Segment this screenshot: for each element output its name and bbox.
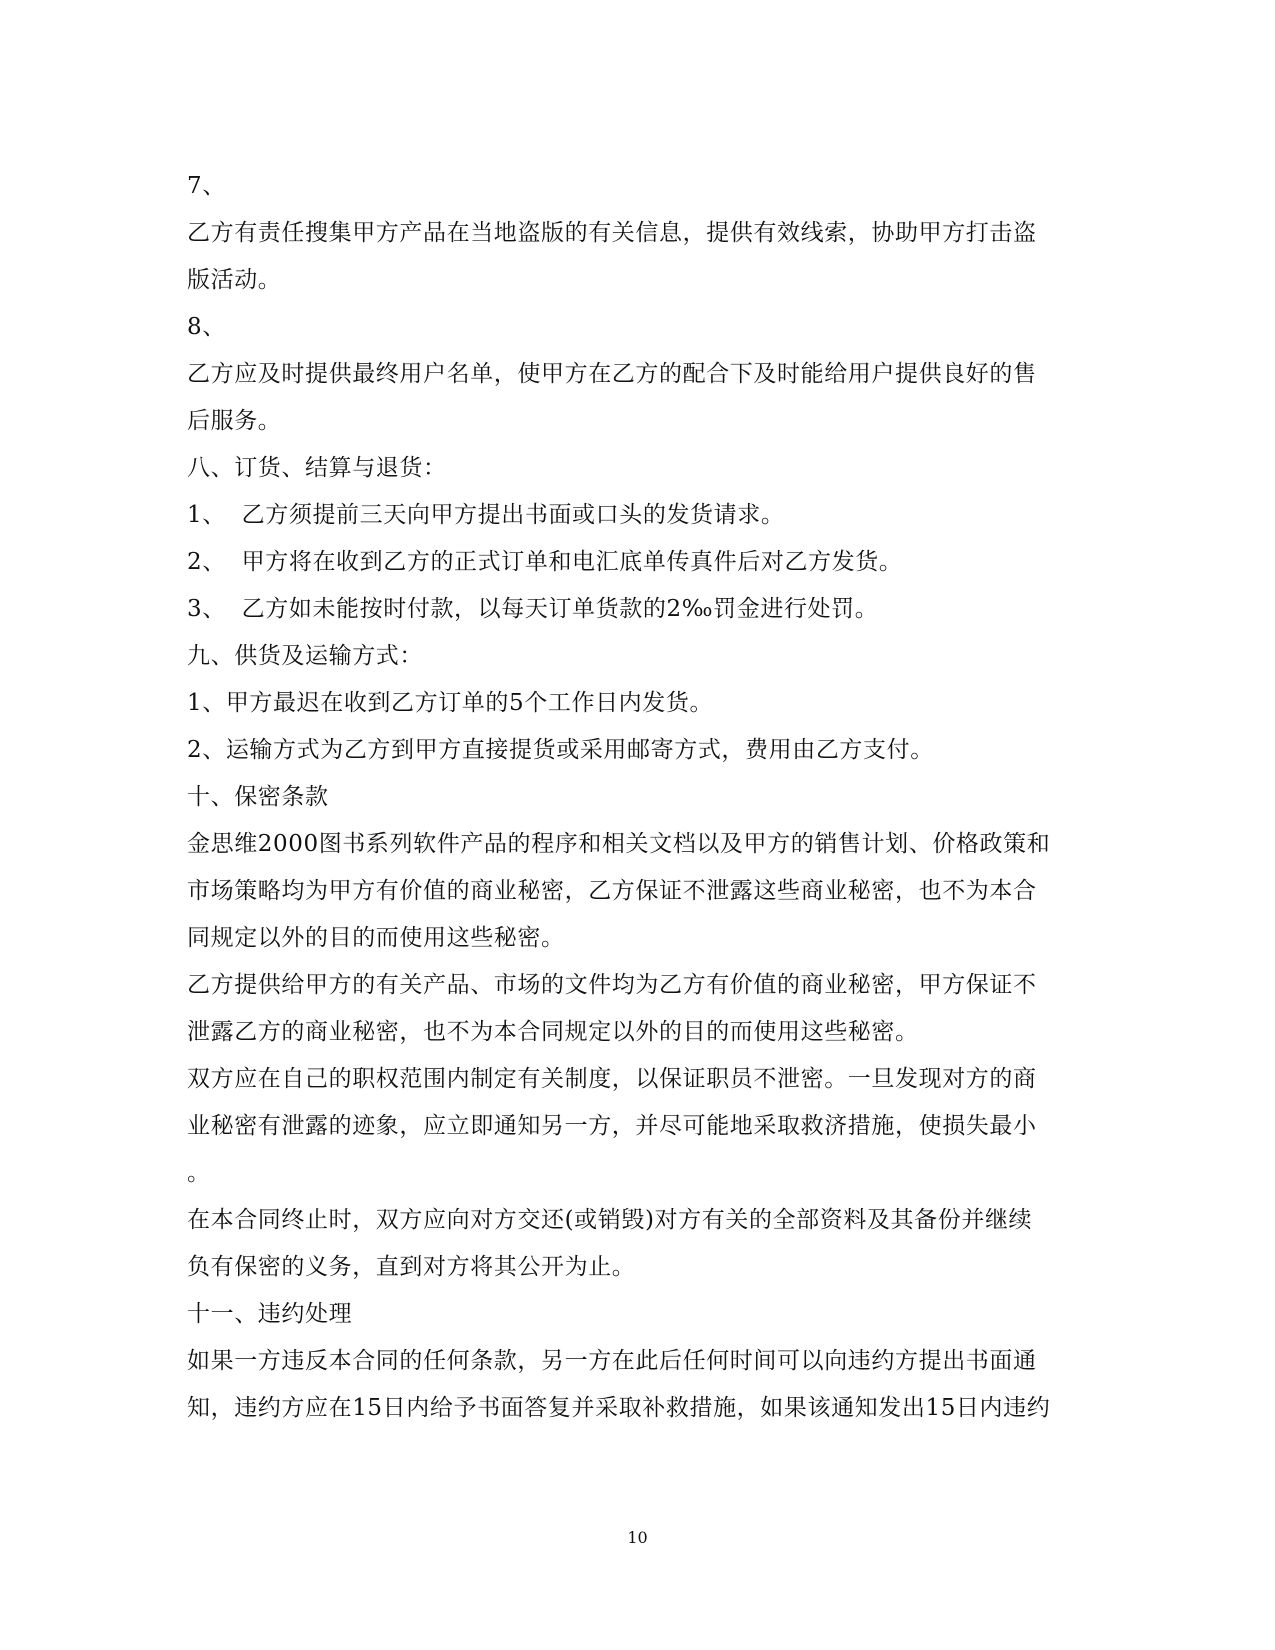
text-line: 双方应在自己的职权范围内制定有关制度，以保证职员不泄密。一旦发现对方的商 — [187, 1066, 1037, 1092]
text-line: 泄露乙方的商业秘密，也不为本合同规定以外的目的而使用这些秘密。 — [187, 1019, 919, 1045]
text-line: 后服务。 — [187, 408, 282, 434]
page-number: 10 — [627, 1528, 648, 1547]
text-line: 知，违约方应在15日内给予书面答复并采取补救措施，如果该通知发出15日内违约 — [187, 1395, 1051, 1421]
text-line: 版活动。 — [187, 267, 282, 293]
list-item: 3、 乙方如未能按时付款，以每天订单货款的2‰罚金进行处罚。 — [187, 596, 879, 622]
list-item: 2、运输方式为乙方到甲方直接提货或采用邮寄方式，费用由乙方支付。 — [187, 737, 934, 763]
text-line: 乙方应及时提供最终用户名单，使甲方在乙方的配合下及时能给用户提供良好的售 — [187, 361, 1037, 387]
text-line: 7、 — [187, 173, 226, 199]
text-line: 乙方提供给甲方的有关产品、市场的文件均为乙方有价值的商业秘密，甲方保证不 — [187, 972, 1037, 998]
text-line: 市场策略均为甲方有价值的商业秘密，乙方保证不泄露这些商业秘密，也不为本合 — [187, 878, 1037, 904]
text-line: 金思维2000图书系列软件产品的程序和相关文档以及甲方的销售计划、价格政策和 — [187, 831, 1051, 857]
text-line: 如果一方违反本合同的任何条款，另一方在此后任何时间可以向违约方提出书面通 — [187, 1348, 1037, 1374]
list-item: 1、甲方最迟在收到乙方订单的5个工作日内发货。 — [187, 690, 714, 716]
list-item: 1、 乙方须提前三天向甲方提出书面或口头的发货请求。 — [187, 502, 785, 528]
section-heading: 八、订货、结算与退货： — [187, 455, 447, 481]
list-item: 2、 甲方将在收到乙方的正式订单和电汇底单传真件后对乙方发货。 — [187, 549, 903, 575]
text-line: 业秘密有泄露的迹象，应立即通知另一方，并尽可能地采取救济措施，使损失最小 — [187, 1113, 1037, 1139]
text-line: 负有保密的义务，直到对方将其公开为止。 — [187, 1254, 636, 1280]
text-line: 。 — [187, 1160, 211, 1186]
document-body — [187, 163, 1087, 1432]
section-heading: 十、保密条款 — [187, 784, 329, 810]
section-heading: 九、供货及运输方式： — [187, 643, 423, 669]
text-line: 同规定以外的目的而使用这些秘密。 — [187, 925, 565, 951]
text-line: 在本合同终止时，双方应向对方交还(或销毁)对方有关的全部资料及其备份并继续 — [187, 1207, 1033, 1233]
text-line: 8、 — [187, 314, 226, 340]
section-heading: 十一、违约处理 — [187, 1301, 353, 1327]
text-line: 乙方有责任搜集甲方产品在当地盗版的有关信息，提供有效线索，协助甲方打击盗 — [187, 220, 1037, 246]
